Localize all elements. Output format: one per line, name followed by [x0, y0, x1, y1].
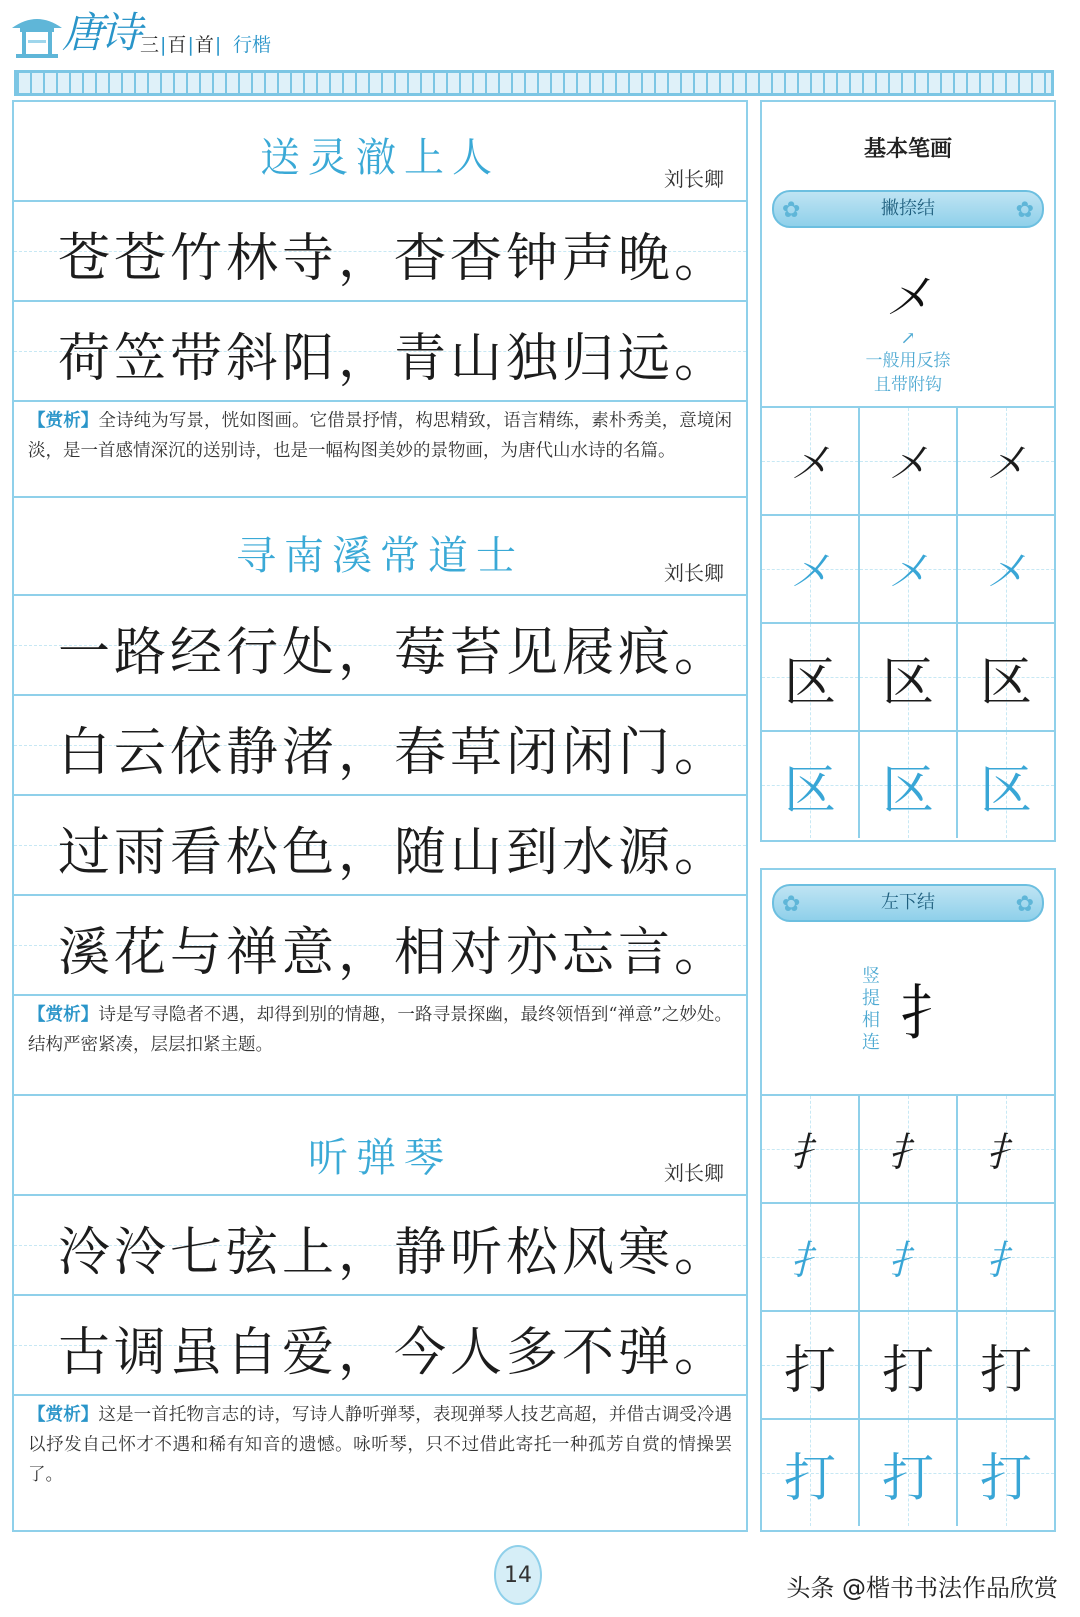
- analysis-tag: 【赏析】: [28, 1405, 99, 1425]
- trace-cell: 区: [762, 732, 858, 838]
- practice-grid: [762, 406, 1054, 838]
- poem-author: 刘长卿: [664, 1161, 724, 1185]
- poem-title-block: [14, 102, 746, 202]
- analysis-tag: 【赏析】: [28, 1005, 99, 1025]
- practice-cell: 扌: [956, 1096, 1054, 1202]
- poem-title-block: [14, 498, 746, 596]
- fret-border-decoration: [14, 70, 1054, 96]
- trace-cell: 打: [956, 1420, 1054, 1526]
- poem-line-row: [14, 696, 746, 796]
- practice-cell: 区: [762, 624, 858, 730]
- stroke-panel-2: [760, 868, 1056, 1532]
- practice-row: [762, 406, 1054, 514]
- analysis-text: 全诗纯为写景，恍如图画。它借景抒情，构思精致，语言精练，素朴秀美，意境闲淡，是一首感情深沉的送别诗，也是一幅构图美妙的景物画，为唐代山水诗的名篇。: [28, 411, 733, 461]
- demo-glyph: 㐅: [885, 271, 931, 325]
- stroke-banner: ✿ 撇捺结 ✿: [772, 190, 1044, 228]
- trace-cell: 打: [858, 1420, 956, 1526]
- page-header: [0, 0, 1080, 100]
- practice-cell: 扌: [858, 1096, 956, 1202]
- stroke-banner: ✿ 左下结 ✿: [772, 884, 1044, 922]
- stroke-note: 且带附钩: [874, 375, 942, 395]
- poem-line-row: [14, 202, 746, 302]
- trace-cell: 区: [956, 732, 1054, 838]
- poem-line-row: [14, 302, 746, 402]
- poem-line-row: [14, 896, 746, 996]
- poem-line: 溪花与禅意，相对亦忘言。: [58, 923, 731, 983]
- poem-line: 古调虽自爱，今人多不弹。: [58, 1323, 731, 1383]
- stroke-note: 一般用反捺: [865, 351, 951, 371]
- trace-cell: 㐅: [956, 516, 1054, 622]
- poem-author: 刘长卿: [664, 167, 724, 191]
- stroke-demo: [762, 262, 1054, 397]
- pointer-arrow-icon: ↗: [900, 328, 916, 349]
- practice-row: [762, 1094, 1054, 1202]
- poem-title: 寻南溪常道士: [236, 533, 524, 579]
- poem-column: [12, 100, 748, 1532]
- practice-cell: 扌: [762, 1096, 858, 1202]
- practice-row: [762, 730, 1054, 838]
- poem-title: 送灵澈上人: [260, 135, 500, 181]
- analysis-note: [14, 996, 746, 1096]
- trace-cell: 㐅: [858, 516, 956, 622]
- poem-line: 泠泠七弦上，静听松风寒。: [58, 1223, 731, 1283]
- stroke-note-vertical: 竖提相连: [862, 966, 880, 1053]
- poem-line: 过雨看松色，随山到水源。: [58, 823, 731, 883]
- analysis-text: 这是一首托物言志的诗，写诗人静听弹琴，表现弹琴人技艺高超，并借古调受冷遇以抒发自己怀才不遇和稀有知音的遗憾。咏听琴，只不过借此寄托一种孤芳自赏的情操罢了。: [28, 1405, 733, 1485]
- practice-cell: 㐅: [762, 408, 858, 514]
- stroke-practice-column: [760, 100, 1056, 1532]
- practice-row: [762, 622, 1054, 730]
- poem-line-row: [14, 796, 746, 896]
- trace-cell: 扌: [858, 1204, 956, 1310]
- stroke-panel-1: [760, 100, 1056, 842]
- practice-row: [762, 1418, 1054, 1526]
- poem-title: 听弹琴: [308, 1135, 452, 1181]
- practice-cell: 区: [956, 624, 1054, 730]
- practice-cell: 打: [858, 1312, 956, 1418]
- analysis-note: [14, 402, 746, 498]
- poem-line-row: [14, 1196, 746, 1296]
- book-logo-title: 唐诗: [62, 8, 139, 57]
- trace-cell: 打: [762, 1420, 858, 1526]
- practice-cell: 打: [762, 1312, 858, 1418]
- poem-line: 一路经行处，莓苔见屐痕。: [58, 623, 731, 683]
- practice-cell: 㐅: [956, 408, 1054, 514]
- practice-cell: 区: [858, 624, 956, 730]
- trace-cell: 区: [858, 732, 956, 838]
- analysis-tag: 【赏析】: [28, 411, 99, 431]
- poem-title-block: [14, 1096, 746, 1196]
- practice-cell: 打: [956, 1312, 1054, 1418]
- analysis-note: [14, 1396, 746, 1502]
- practice-cell: 㐅: [858, 408, 956, 514]
- demo-glyph: 扌: [900, 979, 960, 1049]
- basic-strokes-heading: 基本笔画: [863, 137, 952, 162]
- trace-cell: 扌: [762, 1204, 858, 1310]
- script-style-label: 行楷: [233, 34, 272, 56]
- pavilion-icon: [8, 6, 66, 64]
- poem-author: 刘长卿: [664, 561, 724, 585]
- poem-line-row: [14, 1296, 746, 1396]
- watermark-text: 头条 @楷书书法作品欣赏: [786, 1574, 1058, 1602]
- book-logo-subtitle: 三|百|首|: [140, 34, 222, 56]
- trace-cell: 扌: [956, 1204, 1054, 1310]
- poem-line: 荷笠带斜阳，青山独归远。: [58, 329, 731, 389]
- analysis-text: 诗是写寻隐者不遇，却得到别的情趣，一路寻景探幽，最终领悟到“禅意”之妙处。结构严密紧凑，层层扣紧主题。: [28, 1005, 733, 1055]
- practice-row: [762, 514, 1054, 622]
- practice-grid: [762, 1094, 1054, 1526]
- poem-line-row: [14, 596, 746, 696]
- practice-row: [762, 1310, 1054, 1418]
- poem-line: 苍苍竹林寺，杳杳钟声晚。: [58, 229, 731, 289]
- trace-cell: 㐅: [762, 516, 858, 622]
- poem-line: 白云依静渚，春草闭闲门。: [58, 723, 731, 783]
- page-number: 14: [494, 1545, 542, 1605]
- practice-row: [762, 1202, 1054, 1310]
